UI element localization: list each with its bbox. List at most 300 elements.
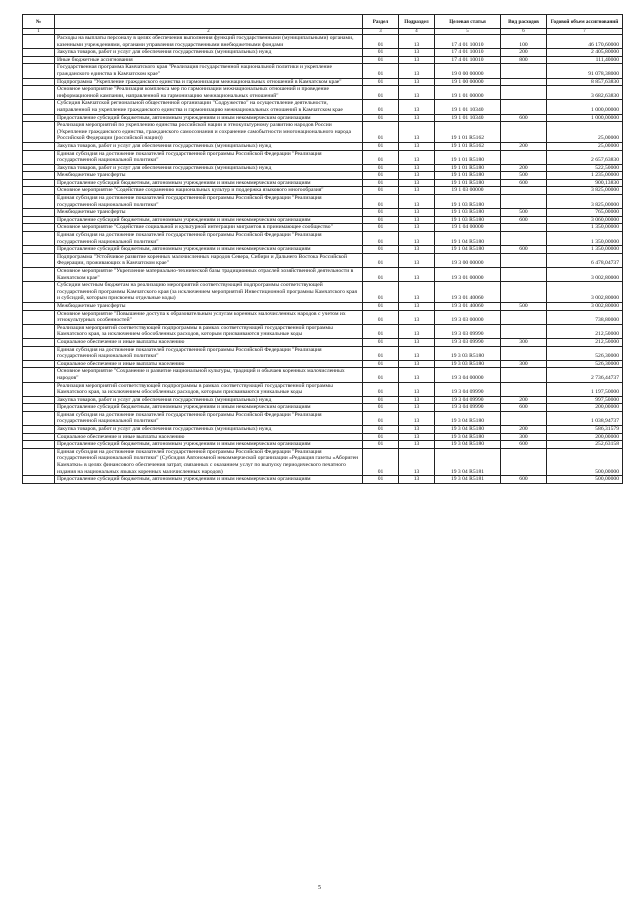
row-section-cell: 01 xyxy=(363,114,399,122)
row-section-cell: 01 xyxy=(363,56,399,64)
row-section-cell: 01 xyxy=(363,142,399,150)
row-section-cell: 01 xyxy=(363,224,399,232)
row-name-cell: Основное мероприятие "Сохранение и развитие национальной культуры, традиций и обычаев коренных малочисленных народов" xyxy=(55,368,363,382)
row-name-cell: Предоставление субсидий бюджетным, автономным учреждениям и иным некоммерческим организациям xyxy=(55,246,363,254)
row-subsection-cell: 13 xyxy=(399,49,435,57)
row-number-cell xyxy=(23,114,55,122)
row-target-cell: 19 3 03 09990 xyxy=(435,338,501,346)
table-row xyxy=(23,187,623,195)
row-target-cell: 19 1 01 R5180 xyxy=(435,172,501,180)
row-subsection-cell: 13 xyxy=(399,86,435,100)
row-section-cell: 01 xyxy=(363,86,399,100)
row-section-cell: 01 xyxy=(363,476,399,484)
row-section-cell: 01 xyxy=(363,187,399,195)
row-expense-type-cell: 200 xyxy=(501,142,547,150)
row-section-cell: 01 xyxy=(363,404,399,412)
table-row xyxy=(23,86,623,100)
row-expense-type-cell xyxy=(501,282,547,303)
row-amount-cell: 200,00000 xyxy=(547,433,623,441)
row-section-cell: 01 xyxy=(363,246,399,254)
row-subsection-cell: 13 xyxy=(399,368,435,382)
row-subsection-cell: 13 xyxy=(399,404,435,412)
row-target-cell: 19 1 04 00000 xyxy=(435,224,501,232)
row-number-cell xyxy=(23,253,55,267)
table-row xyxy=(23,310,623,324)
row-subsection-cell: 13 xyxy=(399,179,435,187)
table-row xyxy=(23,100,623,114)
row-amount-cell: 522,50000 xyxy=(547,164,623,172)
row-subsection-cell: 13 xyxy=(399,187,435,195)
row-name-cell: Предоставление субсидий бюджетным, автономным учреждениям и иным некоммерческим организациям xyxy=(55,441,363,449)
row-section-cell: 01 xyxy=(363,64,399,78)
row-amount-cell: 3 002,80000 xyxy=(547,302,623,310)
row-name-cell: Социальное обеспечение и иные выплаты населению xyxy=(55,433,363,441)
row-amount-cell: 2 405,80000 xyxy=(547,49,623,57)
table-row xyxy=(23,195,623,209)
row-name-cell: Единая субсидия на достижение показателей государственной программы Российской Федерации "Реализация государственной национальной политики" xyxy=(55,195,363,209)
row-name-cell: Иные бюджетные ассигнования xyxy=(55,56,363,64)
table-row xyxy=(23,142,623,150)
row-target-cell: 17 4 01 10010 xyxy=(435,56,501,64)
row-name-cell: Подпрограмма "Укрепление гражданского единства и гармонизация межнациональных отношений в Камчатском крае" xyxy=(55,78,363,86)
row-number-cell xyxy=(23,338,55,346)
row-section-cell: 01 xyxy=(363,411,399,425)
row-section-cell: 01 xyxy=(363,396,399,404)
row-subsection-cell: 13 xyxy=(399,56,435,64)
row-number-cell xyxy=(23,382,55,396)
table-row xyxy=(23,346,623,360)
row-amount-cell: 6 478,04737 xyxy=(547,253,623,267)
row-section-cell: 01 xyxy=(363,426,399,434)
row-subsection-cell: 13 xyxy=(399,411,435,425)
row-amount-cell: 997,50000 xyxy=(547,396,623,404)
row-section-cell: 01 xyxy=(363,78,399,86)
row-subsection-cell: 13 xyxy=(399,476,435,484)
row-number-cell xyxy=(23,122,55,143)
row-expense-type-cell: 300 xyxy=(501,433,547,441)
row-subsection-cell: 13 xyxy=(399,150,435,164)
table-row xyxy=(23,396,623,404)
column-number: 1 xyxy=(23,29,55,35)
row-number-cell xyxy=(23,150,55,164)
table-row xyxy=(23,56,623,64)
row-subsection-cell: 13 xyxy=(399,448,435,475)
row-amount-cell: 3 825,00000 xyxy=(547,195,623,209)
row-subsection-cell: 13 xyxy=(399,324,435,338)
table-row xyxy=(23,78,623,86)
row-target-cell: 19 3 03 R5180 xyxy=(435,360,501,368)
table-row xyxy=(23,338,623,346)
row-amount-cell: 500,00000 xyxy=(547,476,623,484)
row-amount-cell: 900,13830 xyxy=(547,179,623,187)
row-subsection-cell: 13 xyxy=(399,100,435,114)
row-name-cell: Закупка товаров, работ и услуг для обеспечения государственных (муниципальных) нужд xyxy=(55,164,363,172)
row-name-cell: Государственная программа Камчатского края "Реализация государственной национальной политики и укрепление гражданского единства в Камчатском крае" xyxy=(55,64,363,78)
row-subsection-cell: 13 xyxy=(399,253,435,267)
row-name-cell: Единая субсидия на достижение показателей государственной программы Российской Федерации "Реализация государственной национальной политики" (Субсидия Автономной некоммерческой организации «Редакция газеты «Абориген Камчатки» в целях финансового обеспечения затрат, связанных с оказанием услуг по выпуску периодического печатного издания на национальных языках коренных малочисленных народов) xyxy=(55,448,363,475)
table-row xyxy=(23,150,623,164)
row-amount-cell: 2 657,63830 xyxy=(547,150,623,164)
row-target-cell: 19 3 03 R5180 xyxy=(435,346,501,360)
table-row xyxy=(23,360,623,368)
row-amount-cell: 1 000,00000 xyxy=(547,114,623,122)
row-target-cell: 19 1 01 R5180 xyxy=(435,164,501,172)
row-section-cell: 01 xyxy=(363,172,399,180)
row-target-cell: 19 1 04 R5180 xyxy=(435,246,501,254)
row-target-cell: 19 3 04 R5180 xyxy=(435,411,501,425)
row-number-cell xyxy=(23,35,55,49)
table-row xyxy=(23,216,623,224)
row-section-cell: 01 xyxy=(363,368,399,382)
row-expense-type-cell xyxy=(501,187,547,195)
row-amount-cell: 1 197,50000 xyxy=(547,382,623,396)
row-number-cell xyxy=(23,100,55,114)
row-subsection-cell: 13 xyxy=(399,360,435,368)
row-name-cell: Основное мероприятие "Содействие сохранению национальных культур и поддержка языкового многообразия" xyxy=(55,187,363,195)
row-amount-cell: 3 002,80000 xyxy=(547,268,623,282)
row-expense-type-cell: 100 xyxy=(501,35,547,49)
row-target-cell: 19 3 01 00000 xyxy=(435,268,501,282)
row-section-cell: 01 xyxy=(363,268,399,282)
row-name-cell: Реализация мероприятий соответствующей подпрограммы в рамках соответствующей государственной программы Камчатского края, за исключением обособленных расходов, которым присваиваются уникальные коды xyxy=(55,382,363,396)
row-number-cell xyxy=(23,195,55,209)
column-number: 3 xyxy=(363,29,399,35)
row-section-cell: 01 xyxy=(363,35,399,49)
row-number-cell xyxy=(23,441,55,449)
row-name-cell: Закупка товаров, работ и услуг для обеспечения государственных (муниципальных) нужд xyxy=(55,49,363,57)
row-name-cell: Закупка товаров, работ и услуг для обеспечения государственных (муниципальных) нужд xyxy=(55,396,363,404)
row-number-cell xyxy=(23,216,55,224)
row-subsection-cell: 13 xyxy=(399,441,435,449)
row-amount-cell: 1 350,00000 xyxy=(547,232,623,246)
col-header-amount: Годовой объем ассигнований xyxy=(547,15,623,29)
row-expense-type-cell xyxy=(501,122,547,143)
row-name-cell: Субсидии местным бюджетам на реализацию мероприятий соответствующей подпрограммы соответствующей государственной программы Камчатского края (за исключением мероприятий Инвестиционной программы Камчатского края и субсидий, которым присвоены отдельные коды) xyxy=(55,282,363,303)
row-target-cell: 19 1 01 R5162 xyxy=(435,142,501,150)
column-number: 7 xyxy=(547,29,623,35)
row-expense-type-cell xyxy=(501,64,547,78)
table-row xyxy=(23,404,623,412)
row-expense-type-cell: 200 xyxy=(501,164,547,172)
row-number-cell xyxy=(23,268,55,282)
row-name-cell: Межбюджетные трансферты xyxy=(55,302,363,310)
table-row xyxy=(23,179,623,187)
row-section-cell: 01 xyxy=(363,338,399,346)
row-amount-cell: 3 002,80000 xyxy=(547,282,623,303)
row-expense-type-cell xyxy=(501,86,547,100)
row-amount-cell: 526,30000 xyxy=(547,360,623,368)
row-number-cell xyxy=(23,232,55,246)
col-header-expense-type: Вид расходов xyxy=(501,15,547,29)
row-subsection-cell: 13 xyxy=(399,396,435,404)
row-target-cell: 19 1 01 00000 xyxy=(435,86,501,100)
row-section-cell: 01 xyxy=(363,122,399,143)
row-name-cell: Основное мероприятие "Реализация комплекса мер по гармонизации межнациональных отношений и проведение информационной кампании, направленной на гармонизацию межнациональных отношений" xyxy=(55,86,363,100)
row-amount-cell: 3 682,63830 xyxy=(547,86,623,100)
table-row xyxy=(23,253,623,267)
row-target-cell: 19 1 01 R5180 xyxy=(435,150,501,164)
row-subsection-cell: 13 xyxy=(399,224,435,232)
table-row xyxy=(23,122,623,143)
row-subsection-cell: 13 xyxy=(399,35,435,49)
row-number-cell xyxy=(23,164,55,172)
row-expense-type-cell: 300 xyxy=(501,338,547,346)
col-header-section: Раздел xyxy=(363,15,399,29)
row-name-cell: Расходы на выплаты персоналу в целях обеспечения выполнения функций государственными (муниципальными) органами, казенными учреждениями, органами управления государственными внебюджетными фондами xyxy=(55,35,363,49)
table-row xyxy=(23,476,623,484)
row-amount-cell: 25,00000 xyxy=(547,122,623,143)
row-name-cell: Закупка товаров, работ и услуг для обеспечения государственных (муниципальных) нужд xyxy=(55,426,363,434)
row-amount-cell: 200,00000 xyxy=(547,404,623,412)
col-header-target: Целевая статья xyxy=(435,15,501,29)
row-target-cell: 19 3 04 R5180 xyxy=(435,426,501,434)
row-number-cell xyxy=(23,209,55,217)
table-row xyxy=(23,35,623,49)
row-section-cell: 01 xyxy=(363,150,399,164)
column-number: 2 xyxy=(55,29,363,35)
table-row xyxy=(23,64,623,78)
row-amount-cell: 212,50000 xyxy=(547,324,623,338)
row-name-cell: Закупка товаров, работ и услуг для обеспечения государственных (муниципальных) нужд xyxy=(55,142,363,150)
row-expense-type-cell: 500 xyxy=(501,172,547,180)
row-number-cell xyxy=(23,324,55,338)
row-name-cell: Предоставление субсидий бюджетным, автономным учреждениям и иным некоммерческим организациям xyxy=(55,476,363,484)
row-target-cell: 19 3 00 00000 xyxy=(435,253,501,267)
row-target-cell: 19 3 04 R5181 xyxy=(435,476,501,484)
column-number: 4 xyxy=(399,29,435,35)
row-expense-type-cell xyxy=(501,224,547,232)
table-row xyxy=(23,246,623,254)
row-expense-type-cell: 800 xyxy=(501,56,547,64)
row-subsection-cell: 13 xyxy=(399,246,435,254)
row-subsection-cell: 13 xyxy=(399,338,435,346)
table-row xyxy=(23,172,623,180)
row-number-cell xyxy=(23,396,55,404)
row-target-cell: 19 3 01 40060 xyxy=(435,282,501,303)
row-target-cell: 19 1 01 R5162 xyxy=(435,122,501,143)
row-expense-type-cell: 200 xyxy=(501,426,547,434)
row-name-cell: Реализация мероприятий по укреплению единства российской нации и этнокультурному развитию народов России (Укрепление гражданского единства, гражданского самосознания и сохранение самобытности многонационального народа Российской Федерации (российской нации)) xyxy=(55,122,363,143)
table-row xyxy=(23,441,623,449)
row-expense-type-cell xyxy=(501,368,547,382)
row-number-cell xyxy=(23,224,55,232)
row-number-cell xyxy=(23,187,55,195)
row-number-cell xyxy=(23,302,55,310)
row-number-cell xyxy=(23,448,55,475)
table-row xyxy=(23,209,623,217)
row-name-cell: Субсидия Камчатской региональной общественной организации "Содружество" на осуществление деятельности, направленной на укрепление гражданского единства и гармонизацию межнациональных отношений в Камчатском крае xyxy=(55,100,363,114)
row-expense-type-cell xyxy=(501,411,547,425)
row-number-cell xyxy=(23,86,55,100)
row-section-cell: 01 xyxy=(363,209,399,217)
col-header-name xyxy=(55,15,363,29)
row-number-cell xyxy=(23,346,55,360)
row-section-cell: 01 xyxy=(363,232,399,246)
row-subsection-cell: 13 xyxy=(399,426,435,434)
row-section-cell: 01 xyxy=(363,164,399,172)
row-target-cell: 19 3 04 R5180 xyxy=(435,433,501,441)
row-expense-type-cell: 600 xyxy=(501,179,547,187)
row-subsection-cell: 13 xyxy=(399,122,435,143)
row-amount-cell: 46 170,60000 xyxy=(547,35,623,49)
row-subsection-cell: 13 xyxy=(399,282,435,303)
row-target-cell: 19 3 04 R5180 xyxy=(435,441,501,449)
row-section-cell: 01 xyxy=(363,310,399,324)
row-expense-type-cell xyxy=(501,268,547,282)
row-target-cell: 19 1 01 10340 xyxy=(435,114,501,122)
row-expense-type-cell xyxy=(501,324,547,338)
row-expense-type-cell xyxy=(501,100,547,114)
row-amount-cell: 586,31579 xyxy=(547,426,623,434)
row-name-cell: Предоставление субсидий бюджетным, автономным учреждениям и иным некоммерческим организациям xyxy=(55,216,363,224)
row-subsection-cell: 13 xyxy=(399,232,435,246)
table-header-row xyxy=(23,15,623,29)
row-name-cell: Основное мероприятие "Повышение доступа к образовательным услугам коренных малочисленных народов с учетом их этнокультурных особенностей" xyxy=(55,310,363,324)
row-number-cell xyxy=(23,179,55,187)
row-subsection-cell: 13 xyxy=(399,382,435,396)
table-row xyxy=(23,382,623,396)
row-number-cell xyxy=(23,404,55,412)
row-name-cell: Подпрограмма "Устойчивое развитие коренных малочисленных народов Севера, Сибири и Дальнего Востока Российской Федерации, проживающих в Камчатском крае" xyxy=(55,253,363,267)
row-target-cell: 19 1 04 R5180 xyxy=(435,232,501,246)
row-expense-type-cell: 200 xyxy=(501,49,547,57)
table-row xyxy=(23,433,623,441)
row-subsection-cell: 13 xyxy=(399,114,435,122)
row-amount-cell: 765,00000 xyxy=(547,209,623,217)
row-target-cell: 19 1 03 00000 xyxy=(435,187,501,195)
row-target-cell: 19 1 03 R5180 xyxy=(435,195,501,209)
table-row xyxy=(23,49,623,57)
row-expense-type-cell xyxy=(501,78,547,86)
row-amount-cell: 1 235,00000 xyxy=(547,172,623,180)
row-name-cell: Основное мероприятие "Содействие социальной и культурной интеграции мигрантов в принимающее сообщество" xyxy=(55,224,363,232)
row-expense-type-cell xyxy=(501,150,547,164)
row-amount-cell: 500,00000 xyxy=(547,448,623,475)
row-name-cell: Единая субсидия на достижение показателей государственной программы Российской Федерации "Реализация государственной национальной политики" xyxy=(55,411,363,425)
row-subsection-cell: 13 xyxy=(399,216,435,224)
row-number-cell xyxy=(23,426,55,434)
row-section-cell: 01 xyxy=(363,216,399,224)
row-target-cell: 19 3 04 09990 xyxy=(435,382,501,396)
row-target-cell: 19 3 04 R5181 xyxy=(435,448,501,475)
row-expense-type-cell: 500 xyxy=(501,302,547,310)
row-expense-type-cell: 200 xyxy=(501,396,547,404)
row-number-cell xyxy=(23,433,55,441)
table-row xyxy=(23,268,623,282)
row-expense-type-cell: 600 xyxy=(501,246,547,254)
row-target-cell: 19 1 01 R5180 xyxy=(435,179,501,187)
row-target-cell: 19 3 03 09990 xyxy=(435,324,501,338)
row-amount-cell: 25,00000 xyxy=(547,142,623,150)
row-section-cell: 01 xyxy=(363,253,399,267)
row-amount-cell: 212,50000 xyxy=(547,338,623,346)
table-row xyxy=(23,324,623,338)
row-amount-cell: 8 857,63830 xyxy=(547,78,623,86)
row-target-cell: 19 3 04 09990 xyxy=(435,396,501,404)
row-amount-cell: 111,40000 xyxy=(547,56,623,64)
row-number-cell xyxy=(23,246,55,254)
row-name-cell: Основное мероприятие "Укрепление материально-технической базы традиционных отраслей хозяйственной деятельности в Камчатском крае" xyxy=(55,268,363,282)
row-amount-cell: 3 060,00000 xyxy=(547,216,623,224)
row-subsection-cell: 13 xyxy=(399,142,435,150)
row-section-cell: 01 xyxy=(363,282,399,303)
row-subsection-cell: 13 xyxy=(399,302,435,310)
row-name-cell: Социальное обеспечение и иные выплаты населению xyxy=(55,338,363,346)
row-target-cell: 19 3 04 00000 xyxy=(435,368,501,382)
row-expense-type-cell xyxy=(501,382,547,396)
row-target-cell: 19 1 00 00000 xyxy=(435,78,501,86)
row-name-cell: Единая субсидия на достижение показателей государственной программы Российской Федерации "Реализация государственной национальной политики" xyxy=(55,232,363,246)
row-amount-cell: 91 078,38000 xyxy=(547,64,623,78)
row-subsection-cell: 13 xyxy=(399,164,435,172)
row-section-cell: 01 xyxy=(363,302,399,310)
row-expense-type-cell xyxy=(501,253,547,267)
row-name-cell: Предоставление субсидий бюджетным, автономным учреждениям и иным некоммерческим организациям xyxy=(55,404,363,412)
row-section-cell: 01 xyxy=(363,49,399,57)
row-subsection-cell: 13 xyxy=(399,209,435,217)
table-row xyxy=(23,164,623,172)
row-subsection-cell: 13 xyxy=(399,64,435,78)
row-target-cell: 17 4 01 10010 xyxy=(435,35,501,49)
row-section-cell: 01 xyxy=(363,360,399,368)
table-row xyxy=(23,224,623,232)
row-name-cell: Межбюджетные трансферты xyxy=(55,172,363,180)
row-name-cell: Социальное обеспечение и иные выплаты населению xyxy=(55,360,363,368)
row-expense-type-cell: 600 xyxy=(501,404,547,412)
row-expense-type-cell xyxy=(501,346,547,360)
table-row xyxy=(23,426,623,434)
row-number-cell xyxy=(23,411,55,425)
row-amount-cell: 1 350,00000 xyxy=(547,224,623,232)
row-target-cell: 19 3 04 09990 xyxy=(435,404,501,412)
row-subsection-cell: 13 xyxy=(399,195,435,209)
row-expense-type-cell: 600 xyxy=(501,216,547,224)
row-section-cell: 01 xyxy=(363,448,399,475)
page-number: 5 xyxy=(318,885,321,891)
row-name-cell: Реализация мероприятий соответствующей подпрограммы в рамках соответствующей государственной программы Камчатского края, за исключением обособленных расходов, которым присваиваются уникальные коды xyxy=(55,324,363,338)
budget-table xyxy=(22,14,623,484)
table-row xyxy=(23,302,623,310)
row-amount-cell: 3 825,00000 xyxy=(547,187,623,195)
row-target-cell: 17 4 01 10010 xyxy=(435,49,501,57)
row-target-cell: 19 1 01 10340 xyxy=(435,100,501,114)
row-amount-cell: 1 000,00000 xyxy=(547,100,623,114)
row-amount-cell: 2 736,44737 xyxy=(547,368,623,382)
row-number-cell xyxy=(23,172,55,180)
row-name-cell: Единая субсидия на достижение показателей государственной программы Российской Федерации "Реализация государственной национальной политики" xyxy=(55,150,363,164)
row-subsection-cell: 13 xyxy=(399,78,435,86)
row-target-cell: 19 1 03 R5180 xyxy=(435,216,501,224)
row-section-cell: 01 xyxy=(363,382,399,396)
row-name-cell: Предоставление субсидий бюджетным, автономным учреждениям и иным некоммерческим организациям xyxy=(55,179,363,187)
row-number-cell xyxy=(23,368,55,382)
row-number-cell xyxy=(23,49,55,57)
row-section-cell: 01 xyxy=(363,441,399,449)
row-amount-cell: 738,80000 xyxy=(547,310,623,324)
col-header-subsection: Подраздел xyxy=(399,15,435,29)
row-subsection-cell: 13 xyxy=(399,310,435,324)
table-row xyxy=(23,368,623,382)
table-row xyxy=(23,232,623,246)
row-number-cell xyxy=(23,56,55,64)
row-subsection-cell: 13 xyxy=(399,433,435,441)
row-number-cell xyxy=(23,476,55,484)
row-section-cell: 01 xyxy=(363,433,399,441)
table-row xyxy=(23,282,623,303)
row-section-cell: 01 xyxy=(363,195,399,209)
row-expense-type-cell: 500 xyxy=(501,209,547,217)
row-expense-type-cell xyxy=(501,310,547,324)
